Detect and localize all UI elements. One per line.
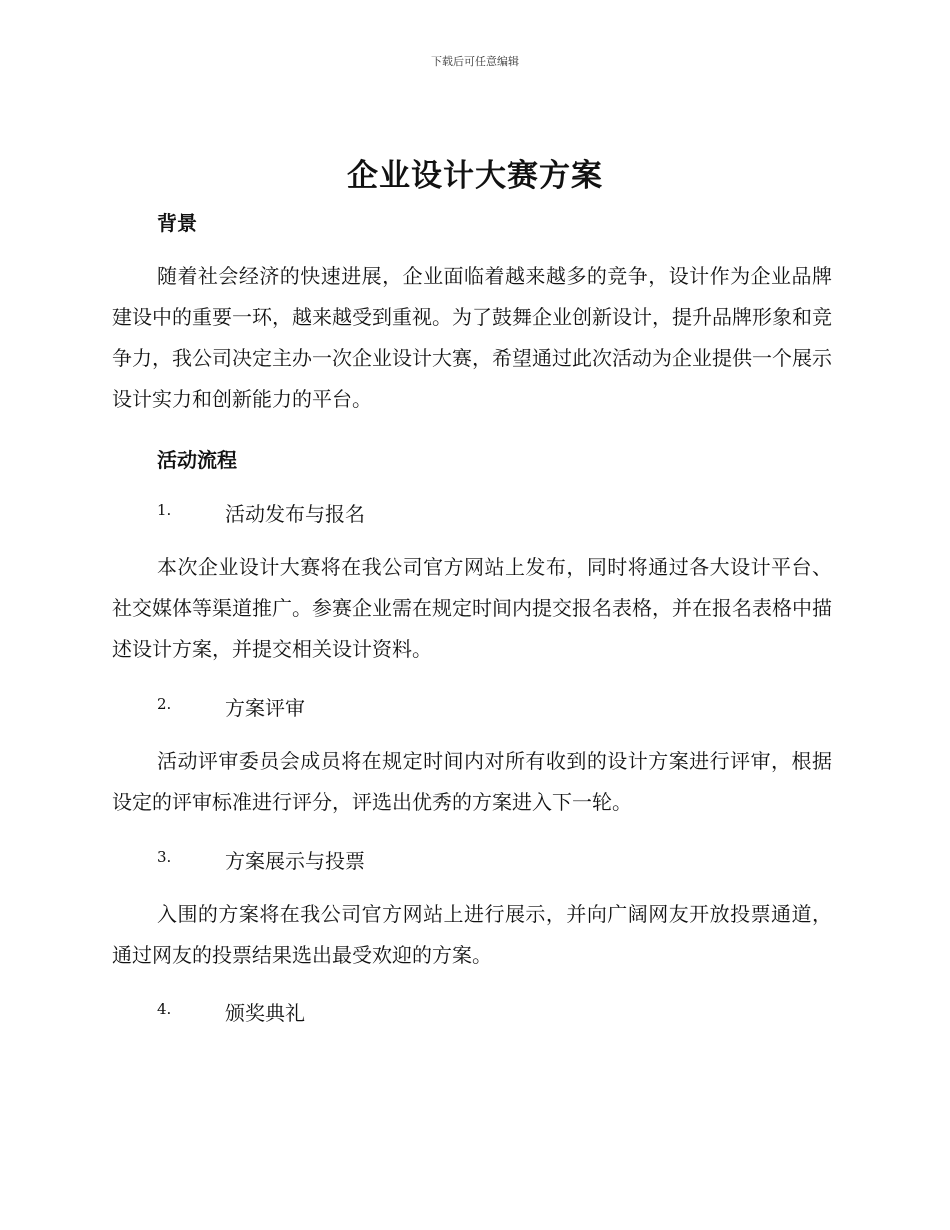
step-label: 颁奖典礼 — [225, 1001, 305, 1025]
step-number: 4. — [157, 1000, 172, 1018]
step-number: 2. — [157, 695, 172, 713]
background-paragraph: 随着社会经济的快速进展，企业面临着越来越多的竞争，设计作为企业品牌建设中的重要一环，越来越受到重视。为了鼓舞企业创新设计，提升品牌形象和竞争力，我公司决定主办一次企业设计大赛，希望通过此次活动为企业提供一个展示设计实力和创新能力的平台。 — [112, 264, 832, 411]
step-number: 1. — [157, 501, 172, 519]
document-title: 企业设计大赛方案 — [347, 158, 603, 194]
section-heading-process: 活动流程 — [157, 448, 237, 472]
header-note: 下载后可任意编辑 — [431, 55, 519, 68]
step-label: 活动发布与报名 — [225, 502, 365, 526]
step-number: 3. — [157, 848, 172, 866]
step-paragraph: 本次企业设计大赛将在我公司官方网站上发布，同时将通过各大设计平台、社交媒体等渠道推广。参赛企业需在规定时间内提交报名表格，并在报名表格中描述设计方案，并提交相关设计资料。 — [112, 555, 832, 661]
step-paragraph: 入围的方案将在我公司官方网站上进行展示，并向广阔网友开放投票通道，通过网友的投票结果选出最受欢迎的方案。 — [112, 902, 832, 967]
step-label: 方案展示与投票 — [225, 849, 365, 873]
step-paragraph: 活动评审委员会成员将在规定时间内对所有收到的设计方案进行评审，根据设定的评审标准进行评分，评选出优秀的方案进入下一轮。 — [112, 749, 832, 814]
step-label: 方案评审 — [225, 696, 305, 720]
section-heading-background: 背景 — [157, 211, 197, 235]
